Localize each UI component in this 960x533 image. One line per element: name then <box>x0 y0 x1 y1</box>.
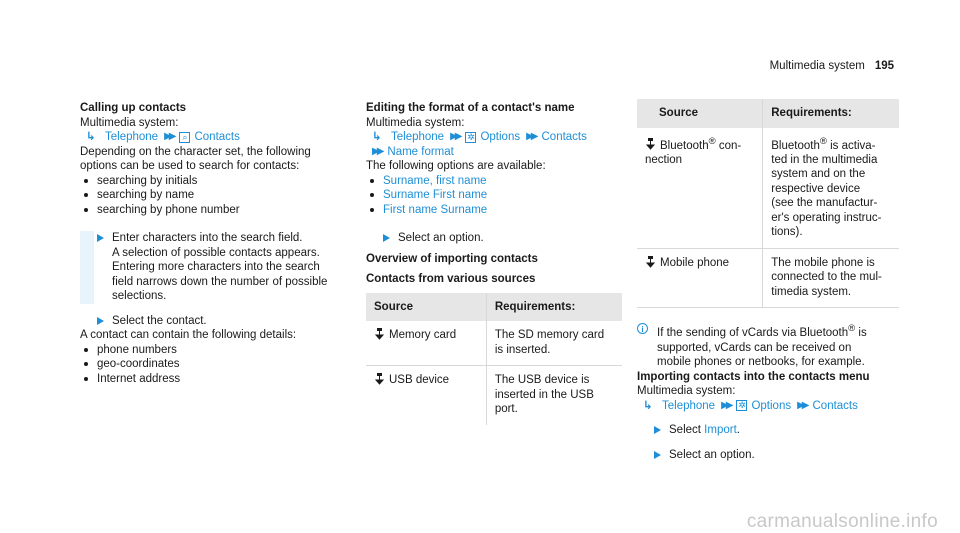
source-bluetooth-cont: con- <box>715 139 742 152</box>
note-text: supported, vCards can be received on <box>657 341 852 354</box>
column-sources-continued <box>637 99 899 462</box>
chevron-right-icon: ▶▶ <box>450 131 460 142</box>
nav-link-name-format[interactable]: Name format <box>387 145 454 158</box>
memory-card-icon <box>374 328 385 340</box>
nav-link-contacts[interactable]: Contacts <box>541 131 587 143</box>
header-title: Multimedia system <box>769 60 865 72</box>
gear-icon: ✲ <box>738 400 746 411</box>
registered-mark: ® <box>708 135 716 147</box>
nav-return-arrow-icon: ↳ <box>643 399 653 412</box>
requirement-line: ted in the multimedia <box>771 153 878 166</box>
requirement-line: system and on the <box>771 168 866 181</box>
nav-return-arrow-icon: ↳ <box>372 131 382 143</box>
usb-icon <box>374 373 385 385</box>
nav-link-contacts[interactable]: Contacts <box>194 131 240 143</box>
requirement-line: inserted in the USB <box>494 388 594 401</box>
column-header-requirements: Requirements: <box>486 293 622 322</box>
info-note <box>637 322 899 369</box>
requirement-text: is activa- <box>826 139 876 152</box>
requirement-text: Bluetooth <box>771 139 820 152</box>
nav-path <box>637 399 899 414</box>
mobile-phone-icon <box>645 256 656 268</box>
nav-path <box>366 130 622 145</box>
step-arrow-icon <box>97 234 104 242</box>
section-heading-name-format: Editing the format of a contact's name <box>366 102 575 114</box>
source-mobile-phone: Mobile phone <box>660 256 730 269</box>
note-text: is <box>855 327 867 340</box>
system-label: Multimedia system: <box>637 385 736 398</box>
chevron-right-icon: ▶▶ <box>526 131 536 142</box>
bluetooth-device-icon <box>645 138 656 150</box>
section-heading-calling-up: Calling up contacts <box>80 102 187 114</box>
step-arrow-icon <box>383 234 390 242</box>
step-select-option <box>637 448 899 463</box>
sources-heading: Contacts from various sources <box>366 273 536 285</box>
nav-link-telephone[interactable]: Telephone <box>662 399 716 412</box>
step-line: selections. <box>112 290 167 302</box>
column-header-source: Source <box>637 99 763 128</box>
registered-mark: ® <box>819 135 827 147</box>
table-row <box>366 321 622 366</box>
step-line: Enter characters into the search field. <box>112 232 303 244</box>
step-line: Select an option. <box>669 448 755 461</box>
import-link[interactable]: Import <box>704 424 737 437</box>
step-line: A selection of possible contacts appears. <box>112 246 320 259</box>
list-item: geo-coordinates <box>80 357 345 372</box>
chevron-right-icon: ▶▶ <box>797 399 807 411</box>
nav-link-telephone[interactable]: Telephone <box>391 131 445 143</box>
nav-link-contacts[interactable]: Contacts <box>812 399 858 412</box>
table-row <box>637 248 899 308</box>
gear-icon: ✲ <box>467 131 475 142</box>
step-select-contact <box>80 314 345 329</box>
option-surname-first-name-nocomma[interactable]: Surname First name <box>366 188 622 203</box>
requirement-line: The mobile phone is <box>771 256 875 269</box>
import-heading: Importing contacts into the contacts menu <box>637 370 870 383</box>
source-bluetooth: Bluetooth <box>660 139 709 152</box>
contact-details-list <box>80 343 345 387</box>
step-text: Select <box>669 424 705 437</box>
table-row <box>637 128 899 249</box>
source-memory-card: Memory card <box>389 329 457 341</box>
nav-link-options[interactable]: Options <box>480 131 521 143</box>
page-header <box>770 59 894 74</box>
sources-table-continued <box>637 99 899 308</box>
requirement-line: The USB device is <box>494 374 590 386</box>
requirement-line: timedia system. <box>771 285 852 298</box>
requirement-line: connected to the mul- <box>771 271 882 284</box>
chevron-right-icon: ▶▶ <box>372 145 382 157</box>
name-format-options <box>366 174 622 218</box>
nav-return-arrow-icon: ↳ <box>86 131 96 143</box>
list-item: searching by phone number <box>80 203 345 218</box>
nav-path <box>80 130 345 145</box>
chevron-right-icon: ▶▶ <box>164 131 174 142</box>
note-text: mobile phones or netbooks, for example. <box>657 356 865 369</box>
list-item: Internet address <box>80 372 345 387</box>
registered-mark: ® <box>848 323 856 335</box>
column-editing-name-format <box>366 101 622 425</box>
step-line: field narrows down the number of possible <box>112 275 328 288</box>
column-header-requirements: Requirements: <box>763 99 899 128</box>
nav-link-options[interactable]: Options <box>751 399 792 412</box>
list-item: searching by name <box>80 188 345 203</box>
column-calling-up-contacts <box>80 101 345 386</box>
source-usb-device: USB device <box>389 374 450 386</box>
overview-heading: Overview of importing contacts <box>366 252 538 265</box>
system-label: Multimedia system: <box>366 116 465 129</box>
step-select-import <box>637 423 899 438</box>
chevron-right-icon: ▶▶ <box>721 399 731 411</box>
list-item: searching by initials <box>80 174 345 189</box>
intro-line-2: options can be used to search for contacts: <box>80 160 300 172</box>
search-options-list <box>80 174 345 218</box>
option-surname-first-name[interactable]: Surname, first name <box>366 174 622 189</box>
watermark: carmanualsonline.info <box>746 510 938 532</box>
step-arrow-icon <box>97 317 104 325</box>
list-item: phone numbers <box>80 343 345 358</box>
note-text: If the sending of vCards via Bluetooth <box>657 327 849 340</box>
step-line: Entering more characters into the search <box>112 261 320 273</box>
nav-path-continued <box>366 145 622 160</box>
step-arrow-icon <box>654 426 661 434</box>
step-line: Select an option. <box>398 232 484 244</box>
table-row <box>366 366 622 425</box>
requirement-line: tions). <box>771 226 803 239</box>
system-label: Multimedia system: <box>80 116 179 129</box>
options-intro: The following options are available: <box>366 160 546 172</box>
requirement-line: (see the manufactur- <box>771 197 878 210</box>
details-intro: A contact can contain the following details: <box>80 329 297 341</box>
step-enter-characters <box>80 231 345 304</box>
info-icon: i <box>637 323 648 334</box>
source-bluetooth-line2: nection <box>645 153 683 166</box>
requirement-line: er's operating instruc- <box>771 211 882 224</box>
step-bar <box>80 231 94 304</box>
search-icon: ⌕ <box>179 132 190 143</box>
step-arrow-icon <box>654 451 661 459</box>
column-header-source: Source <box>366 293 486 322</box>
intro-line-1: Depending on the character set, the following <box>80 145 311 158</box>
requirement-line: is inserted. <box>494 343 551 356</box>
step-select-option <box>366 231 622 246</box>
page-number: 195 <box>874 60 894 72</box>
requirement-line: respective device <box>771 182 861 195</box>
step-text: . <box>736 424 740 437</box>
option-first-name-surname[interactable]: First name Surname <box>366 203 622 218</box>
requirement-line: port. <box>494 403 518 415</box>
step-line: Select the contact. <box>112 314 207 327</box>
nav-link-telephone[interactable]: Telephone <box>105 131 159 143</box>
sources-table <box>366 293 622 425</box>
requirement-line: The SD memory card <box>494 329 605 341</box>
